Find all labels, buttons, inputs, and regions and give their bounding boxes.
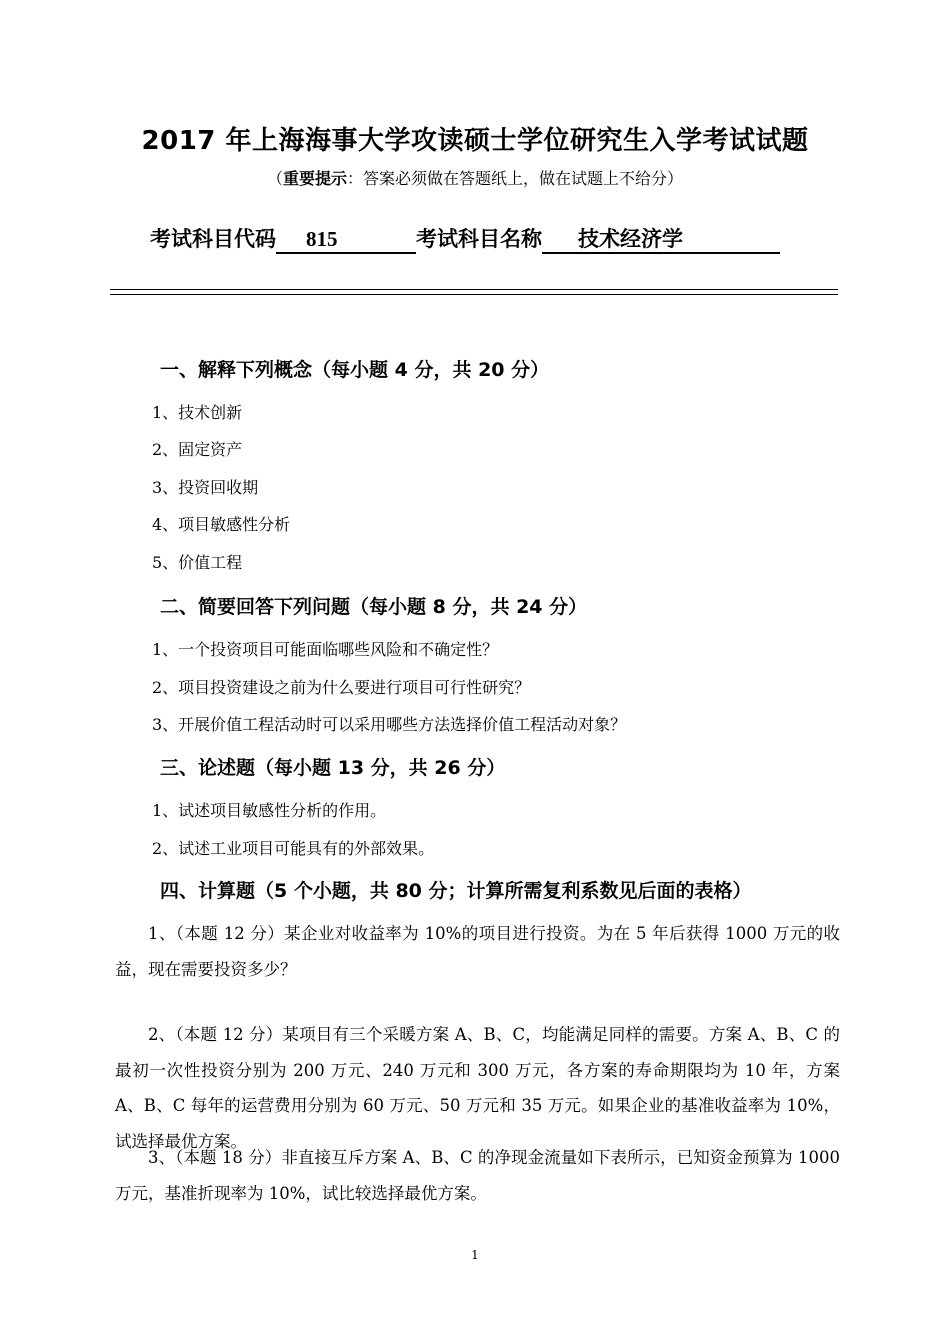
section-2-item: 1、一个投资项目可能面临哪些风险和不确定性？ bbox=[152, 640, 499, 659]
subject-name-value: 技术经济学 bbox=[578, 227, 683, 251]
subject-info-line bbox=[150, 223, 780, 254]
section-1-item: 1、技术创新 bbox=[152, 403, 243, 422]
section-4-heading: 四、计算题（5 个小题，共 80 分；计算所需复利系数见后面的表格） bbox=[160, 880, 752, 902]
notice-text: ：答案必须做在答题纸上，做在试题上不给分） bbox=[347, 169, 684, 188]
header-divider bbox=[110, 289, 838, 295]
section-2-item: 2、项目投资建设之前为什么要进行项目可行性研究？ bbox=[152, 678, 531, 697]
page-number: 1 bbox=[471, 1248, 479, 1262]
notice-open-paren: （ bbox=[266, 169, 283, 188]
notice-label: 重要提示 bbox=[282, 169, 347, 188]
section-1-item: 3、投资回收期 bbox=[152, 478, 259, 497]
subject-code-label: 考试科目代码 bbox=[150, 227, 276, 251]
section-1-item: 4、项目敏感性分析 bbox=[152, 515, 291, 534]
calc-question-3: 3、（本题 18 分）非直接互斥方案 A、B、C 的净现金流量如下表所示，已知资金预算为 1000 万元，基准折现率为 10%，试比较选择最优方案。 bbox=[115, 1148, 840, 1203]
exam-title: 2017 年上海海事大学攻读硕士学位研究生入学考试试题 bbox=[141, 126, 809, 156]
section-3-heading: 三、论述题（每小题 13 分，共 26 分） bbox=[160, 757, 506, 779]
subject-code-field bbox=[276, 227, 416, 254]
section-1-item: 2、固定资产 bbox=[152, 440, 243, 459]
section-1-item: 5、价值工程 bbox=[152, 553, 243, 572]
section-1-heading: 一、解释下列概念（每小题 4 分，共 20 分） bbox=[160, 359, 550, 381]
subject-code-value: 815 bbox=[306, 227, 338, 251]
subject-name-label: 考试科目名称 bbox=[416, 227, 542, 251]
important-notice bbox=[0, 166, 950, 189]
section-2-item: 3、开展价值工程活动时可以采用哪些方法选择价值工程活动对象？ bbox=[152, 715, 627, 734]
calc-question-1: 1、（本题 12 分）某企业对收益率为 10%的项目进行投资。为在 5 年后获得 1000 万元的收益，现在需要投资多少？ bbox=[115, 924, 840, 979]
subject-name-field bbox=[542, 227, 780, 254]
section-2-heading: 二、简要回答下列问题（每小题 8 分，共 24 分） bbox=[160, 596, 588, 618]
section-3-item: 1、试述项目敏感性分析的作用。 bbox=[152, 801, 387, 820]
calc-question-2: 2、（本题 12 分）某项目有三个采暖方案 A、B、C，均能满足同样的需要。方案 A、B、C 的最初一次性投资分别为 200 万元、240 万元和 300 万元，各方案的寿命期限均为 10 年，方案 A、B、C 每年的运营费用分别为 60 万元、50 万元和 35 万元。如果企业的基准收益率为 10%，试选择最优方案。 bbox=[115, 1025, 840, 1151]
section-3-item: 2、试述工业项目可能具有的外部效果。 bbox=[152, 839, 435, 858]
